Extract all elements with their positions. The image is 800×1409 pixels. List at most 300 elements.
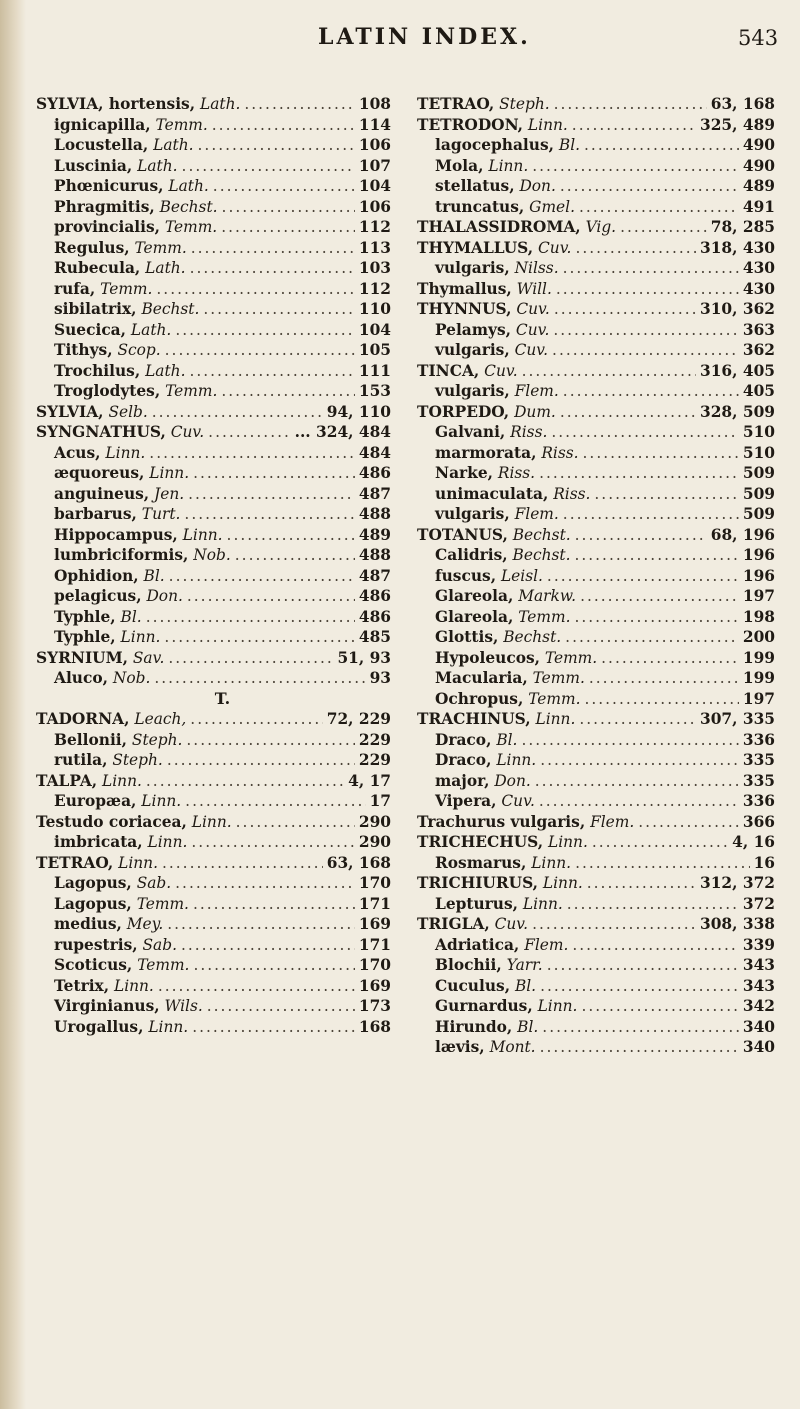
entry-name: Blochii, bbox=[435, 956, 502, 974]
entry-page-numbers: 362 bbox=[742, 341, 775, 359]
leader-dots bbox=[554, 299, 696, 320]
entry-name: unimaculata, bbox=[435, 484, 549, 503]
entry-authority: Cuv. bbox=[165, 423, 205, 441]
leader-dots bbox=[563, 381, 739, 402]
leader-dots bbox=[539, 791, 739, 812]
entry-name: anguineus, bbox=[54, 484, 150, 503]
entry-page-numbers: 199 bbox=[742, 648, 775, 667]
index-entry bbox=[417, 853, 775, 874]
entry-authority: Linn. bbox=[491, 751, 537, 769]
entry-authority: Linn. bbox=[532, 997, 578, 1015]
entry-authority: Nob. bbox=[107, 669, 151, 687]
entry-authority: Linn. bbox=[177, 525, 223, 544]
entry-page-numbers: 171 bbox=[358, 894, 391, 913]
entry-name: Draco, bbox=[435, 751, 492, 769]
leader-dots bbox=[521, 730, 738, 751]
index-entry bbox=[36, 709, 391, 730]
index-entry bbox=[36, 443, 391, 464]
index-entry bbox=[417, 484, 775, 505]
index-entry bbox=[36, 832, 391, 853]
leader-dots bbox=[190, 258, 355, 279]
entry-authority: Cuv. bbox=[511, 320, 550, 339]
entry-authority: Scop. bbox=[112, 341, 161, 359]
leader-dots bbox=[575, 525, 707, 546]
leader-dots bbox=[208, 422, 290, 443]
index-entry bbox=[36, 771, 391, 792]
entry-page-numbers: 509 bbox=[742, 464, 775, 482]
index-column-right bbox=[417, 94, 775, 1058]
index-entry bbox=[36, 361, 391, 382]
entry-name: Macularia, bbox=[435, 669, 528, 687]
entry-authority: Gmel. bbox=[524, 197, 575, 216]
entry-name: pelagicus, bbox=[54, 587, 142, 605]
entry-authority: Cuv. bbox=[511, 300, 550, 318]
entry-page-numbers: 490 bbox=[742, 156, 775, 175]
leader-dots bbox=[542, 1017, 739, 1038]
entry-name: Calidris, bbox=[435, 546, 508, 564]
entry-authority: Don. bbox=[514, 177, 556, 195]
page-title: LATIN INDEX. bbox=[318, 24, 531, 50]
entry-name: THYNNUS, bbox=[417, 300, 512, 318]
index-entry bbox=[417, 648, 775, 669]
entry-name: Hirundo, bbox=[435, 1017, 513, 1036]
index-entry bbox=[417, 812, 775, 833]
entry-name: rufa, bbox=[54, 279, 96, 298]
index-entry bbox=[417, 709, 775, 730]
index-entry bbox=[36, 94, 391, 115]
index-entry bbox=[417, 832, 775, 853]
index-entry bbox=[417, 94, 775, 115]
entry-name: vulgaris, bbox=[435, 505, 510, 523]
index-entry bbox=[36, 258, 391, 279]
entry-authority: Linn. bbox=[543, 833, 588, 851]
entry-name: SYRNIUM, bbox=[36, 648, 128, 667]
leader-dots bbox=[158, 976, 355, 997]
entry-authority: Steph. bbox=[494, 95, 550, 113]
entry-authority: Steph. bbox=[107, 751, 163, 769]
entry-authority: Bl. bbox=[510, 976, 537, 995]
leader-dots bbox=[244, 94, 354, 115]
entry-page-numbers: 104 bbox=[358, 320, 391, 339]
entry-authority: Riss. bbox=[536, 443, 579, 462]
entry-authority: Cuv. bbox=[479, 361, 518, 380]
entry-authority: Sab. bbox=[131, 874, 172, 892]
entry-page-numbers: 487 bbox=[358, 566, 391, 585]
leader-dots bbox=[587, 873, 696, 894]
entry-page-numbers: 153 bbox=[358, 382, 391, 400]
leader-dots bbox=[156, 279, 354, 300]
leader-dots bbox=[583, 443, 739, 464]
entry-authority: Lath. bbox=[126, 320, 172, 339]
leader-dots bbox=[222, 197, 355, 218]
leader-dots bbox=[540, 750, 739, 771]
index-entry bbox=[417, 443, 775, 464]
leader-dots bbox=[532, 156, 739, 177]
entry-authority: Don. bbox=[141, 587, 183, 605]
entry-authority: Cuv. bbox=[496, 792, 535, 810]
index-entry bbox=[417, 238, 775, 259]
index-entry bbox=[417, 156, 775, 177]
entry-authority: Wils. bbox=[159, 997, 203, 1015]
entry-authority: Linn. bbox=[142, 833, 188, 851]
entry-page-numbers: 200 bbox=[742, 628, 775, 646]
index-entry bbox=[36, 320, 391, 341]
entry-authority: Bl. bbox=[491, 730, 518, 749]
entry-page-numbers: 363 bbox=[742, 320, 775, 339]
entry-name: vulgaris, bbox=[435, 382, 510, 400]
entry-page-numbers: 307, 335 bbox=[700, 710, 775, 728]
entry-authority: Markw. bbox=[513, 587, 577, 605]
index-entry bbox=[417, 463, 775, 484]
entry-name: Rubecula, bbox=[54, 259, 141, 277]
leader-dots bbox=[580, 586, 739, 607]
leader-dots bbox=[556, 279, 739, 300]
entry-authority: Yarr. bbox=[501, 956, 543, 974]
entry-authority: Cuv. bbox=[489, 915, 529, 933]
index-entry bbox=[36, 750, 391, 771]
leader-dots bbox=[167, 750, 355, 771]
entry-authority: Leach, bbox=[129, 710, 187, 728]
entry-name: Lagopus, bbox=[54, 894, 132, 913]
entry-page-numbers: 68, 196 bbox=[710, 525, 775, 544]
entry-name: Gurnardus, bbox=[435, 997, 533, 1015]
entry-page-numbers: 51, 93 bbox=[337, 648, 391, 667]
entry-name: Suecica, bbox=[54, 320, 127, 339]
leader-dots bbox=[554, 94, 707, 115]
entry-page-numbers: 488 bbox=[358, 546, 391, 564]
index-entry bbox=[36, 566, 391, 587]
entry-authority: Bl. bbox=[512, 1017, 539, 1036]
leader-dots bbox=[594, 484, 738, 505]
index-entry bbox=[417, 1017, 775, 1038]
index-entry bbox=[417, 894, 775, 915]
entry-page-numbers: 16 bbox=[753, 853, 775, 872]
entry-page-numbers: 489 bbox=[742, 177, 775, 195]
entry-page-numbers: 105 bbox=[358, 341, 391, 359]
entry-authority: Linn. bbox=[109, 976, 154, 995]
leader-dots bbox=[154, 668, 365, 689]
entry-page-numbers: 510 bbox=[742, 423, 775, 441]
leader-dots bbox=[221, 217, 355, 238]
index-entry bbox=[36, 873, 391, 894]
entry-authority: Steph. bbox=[127, 730, 183, 749]
index-entry bbox=[36, 217, 391, 238]
index-entry bbox=[36, 463, 391, 484]
leader-dots bbox=[186, 730, 354, 751]
entry-authority: Cuv. bbox=[533, 238, 572, 257]
entry-name: Virginianus, bbox=[54, 997, 160, 1015]
entry-name: rupestris, bbox=[54, 935, 138, 954]
index-entry bbox=[417, 381, 775, 402]
index-entry bbox=[36, 545, 391, 566]
entry-authority: Temm. bbox=[527, 669, 585, 687]
index-column-left bbox=[36, 94, 391, 1037]
index-entry bbox=[36, 668, 391, 689]
entry-page-numbers: 4, 17 bbox=[348, 771, 391, 790]
index-entry bbox=[417, 115, 775, 136]
entry-name: Phragmitis, bbox=[54, 197, 155, 216]
entry-page-numbers: 336 bbox=[742, 730, 775, 749]
index-entry bbox=[36, 504, 391, 525]
leader-dots bbox=[191, 238, 355, 259]
entry-name: Europæa, bbox=[54, 792, 137, 810]
entry-authority: Will. bbox=[511, 279, 552, 298]
entry-name: TALPA, bbox=[36, 771, 98, 790]
entry-page-numbers: 336 bbox=[742, 792, 775, 810]
entry-name: lagocephalus, bbox=[435, 136, 554, 154]
entry-page-numbers: 372 bbox=[742, 894, 775, 913]
index-entry bbox=[36, 279, 391, 300]
leader-dots bbox=[175, 320, 355, 341]
index-entry bbox=[417, 176, 775, 197]
entry-authority: Temm. bbox=[513, 607, 571, 626]
entry-page-numbers: 93 bbox=[369, 669, 391, 687]
index-entry bbox=[36, 299, 391, 320]
entry-authority: Cuv. bbox=[509, 341, 549, 359]
entry-authority: Don. bbox=[489, 771, 531, 790]
index-entry bbox=[36, 914, 391, 935]
entry-page-numbers: 325, 489 bbox=[700, 115, 775, 134]
index-entry bbox=[417, 1037, 775, 1058]
entry-authority: Bl. bbox=[115, 607, 142, 626]
entry-page-numbers: 310, 362 bbox=[700, 300, 775, 318]
entry-authority: Linn. bbox=[526, 853, 572, 872]
entry-page-numbers: 316, 405 bbox=[700, 361, 775, 380]
leader-dots bbox=[152, 402, 323, 423]
entry-name: Ophidion, bbox=[54, 566, 139, 585]
entry-page-numbers: 108 bbox=[358, 95, 391, 113]
entry-name: THALASSIDROMA, bbox=[417, 218, 581, 236]
leader-dots bbox=[182, 156, 355, 177]
leader-dots bbox=[560, 176, 739, 197]
entry-page-numbers: 111 bbox=[358, 361, 391, 380]
entry-name: stellatus, bbox=[435, 177, 515, 195]
entry-name: Galvani, bbox=[435, 423, 506, 441]
entry-page-numbers: 110 bbox=[358, 300, 391, 318]
entry-authority: Lath. bbox=[148, 136, 194, 154]
index-entry bbox=[417, 402, 775, 423]
entry-authority: Lath. bbox=[140, 361, 186, 380]
entry-page-numbers: 339 bbox=[742, 935, 775, 954]
entry-page-numbers: 308, 338 bbox=[700, 915, 775, 933]
entry-name: Rosmarus, bbox=[435, 853, 527, 872]
entry-name: Phœnicurus, bbox=[54, 177, 164, 195]
entry-page-numbers: 106 bbox=[358, 136, 391, 154]
entry-name: truncatus, bbox=[435, 197, 525, 216]
entry-name: lævis, bbox=[435, 1038, 485, 1056]
entry-name: SYLVIA, hortensis, bbox=[36, 95, 196, 113]
entry-name: TINCA, bbox=[417, 361, 480, 380]
leader-dots bbox=[539, 463, 739, 484]
entry-name: Thymallus, bbox=[417, 279, 512, 298]
index-entry bbox=[36, 935, 391, 956]
entry-page-numbers: 197 bbox=[742, 689, 775, 708]
leader-dots bbox=[584, 135, 739, 156]
entry-authority: Linn. bbox=[483, 156, 529, 175]
section-letter: T. bbox=[214, 688, 231, 708]
index-entry bbox=[417, 320, 775, 341]
entry-name: Typhle, bbox=[54, 607, 116, 626]
entry-name: SYNGNATHUS, bbox=[36, 423, 166, 441]
entry-authority: Temm. bbox=[132, 956, 190, 974]
entry-authority: Selb. bbox=[103, 402, 148, 421]
leader-dots bbox=[535, 771, 739, 792]
leader-dots bbox=[198, 135, 355, 156]
entry-name: Tithys, bbox=[54, 341, 113, 359]
leader-dots bbox=[567, 894, 739, 915]
entry-page-numbers: 78, 285 bbox=[710, 218, 775, 236]
leader-dots bbox=[592, 832, 728, 853]
entry-authority: Temm. bbox=[160, 382, 218, 400]
entry-authority: Temm. bbox=[131, 894, 189, 913]
page-number: 543 bbox=[738, 26, 779, 50]
entry-page-numbers: 196 bbox=[742, 566, 775, 585]
entry-authority: Linn. bbox=[538, 874, 583, 892]
leader-dots bbox=[184, 504, 354, 525]
entry-authority: Linn. bbox=[136, 792, 182, 810]
leader-dots bbox=[532, 914, 696, 935]
leader-dots bbox=[187, 586, 355, 607]
entry-page-numbers: 490 bbox=[742, 136, 775, 154]
index-entry bbox=[36, 484, 391, 505]
entry-authority: Linn. bbox=[144, 464, 190, 482]
leader-dots bbox=[190, 709, 322, 730]
entry-name: Glareola, bbox=[435, 607, 514, 626]
entry-authority: Linn. bbox=[518, 894, 563, 913]
index-entry bbox=[36, 176, 391, 197]
leader-dots bbox=[236, 812, 355, 833]
index-entry bbox=[417, 258, 775, 279]
entry-name: fuscus, bbox=[435, 566, 497, 585]
entry-name: Pelamys, bbox=[435, 320, 512, 339]
entry-page-numbers: 340 bbox=[742, 1017, 775, 1036]
entry-name: Locustella, bbox=[54, 136, 149, 154]
entry-authority: Bechst. bbox=[498, 628, 562, 646]
leader-dots bbox=[185, 791, 365, 812]
entry-authority: Turt. bbox=[136, 505, 181, 523]
entry-authority: Leisl. bbox=[496, 566, 543, 585]
entry-page-numbers: 229 bbox=[358, 751, 391, 769]
entry-authority: Flem. bbox=[585, 812, 635, 831]
entry-name: Lepturus, bbox=[435, 894, 518, 913]
index-entry bbox=[36, 812, 391, 833]
entry-name: TETRODON, bbox=[417, 115, 524, 134]
entry-authority: Temm. bbox=[160, 218, 218, 236]
entry-page-numbers: 197 bbox=[742, 587, 775, 605]
entry-name: Narke, bbox=[435, 464, 493, 482]
leader-dots bbox=[553, 320, 738, 341]
index-entry bbox=[417, 750, 775, 771]
leader-dots bbox=[572, 935, 738, 956]
entry-page-numbers: 170 bbox=[358, 956, 391, 974]
entry-page-numbers: 510 bbox=[742, 443, 775, 462]
leader-dots bbox=[565, 627, 739, 648]
leader-dots bbox=[162, 853, 323, 874]
entry-authority: Sab. bbox=[137, 935, 177, 954]
leader-dots bbox=[552, 340, 739, 361]
leader-dots bbox=[207, 996, 355, 1017]
entry-page-numbers: 335 bbox=[742, 771, 775, 790]
index-entry bbox=[417, 791, 775, 812]
entry-authority: Lath. bbox=[132, 156, 178, 175]
entry-name: Troglodytes, bbox=[54, 382, 161, 400]
entry-page-numbers: 173 bbox=[358, 997, 391, 1015]
page-header bbox=[0, 20, 800, 56]
entry-page-numbers: 484 bbox=[358, 443, 391, 462]
entry-name: medius, bbox=[54, 915, 122, 933]
entry-authority: Bl. bbox=[138, 566, 165, 585]
entry-authority: Flem. bbox=[509, 382, 559, 400]
entry-page-numbers: 290 bbox=[358, 812, 391, 831]
entry-page-numbers: 168 bbox=[358, 1017, 391, 1036]
entry-name: Typhle, bbox=[54, 628, 116, 646]
entry-authority: Linn. bbox=[100, 443, 146, 462]
index-entry bbox=[417, 340, 775, 361]
index-entry bbox=[417, 730, 775, 751]
page-binding-edge bbox=[0, 0, 26, 1409]
leader-dots bbox=[203, 299, 354, 320]
entry-name: major, bbox=[435, 771, 490, 790]
entry-name: TORPEDO, bbox=[417, 402, 510, 421]
leader-dots bbox=[547, 566, 739, 587]
leader-dots bbox=[563, 258, 739, 279]
entry-authority: Nilss. bbox=[509, 259, 559, 277]
entry-authority: Riss. bbox=[505, 423, 548, 441]
entry-name: SYLVIA, bbox=[36, 402, 104, 421]
leader-dots bbox=[189, 361, 354, 382]
entry-authority: Lath. bbox=[163, 177, 209, 195]
entry-name: Bellonii, bbox=[54, 730, 128, 749]
entry-authority: Sav. bbox=[127, 648, 165, 667]
entry-page-numbers: 491 bbox=[742, 197, 775, 216]
index-entry bbox=[417, 873, 775, 894]
entry-name: provincialis, bbox=[54, 218, 161, 236]
entry-name: ignicapilla, bbox=[54, 115, 151, 134]
leader-dots bbox=[167, 914, 355, 935]
entry-page-numbers: 94, 110 bbox=[326, 402, 391, 421]
entry-name: TRIGLA, bbox=[417, 915, 490, 933]
entry-page-numbers: 340 bbox=[742, 1038, 775, 1056]
entry-authority: Linn. bbox=[143, 1017, 189, 1036]
entry-name: Urogallus, bbox=[54, 1017, 144, 1036]
entry-page-numbers: 170 bbox=[358, 874, 391, 892]
entry-name: Hippocampus, bbox=[54, 525, 178, 544]
entry-page-numbers: 103 bbox=[358, 259, 391, 277]
index-entry bbox=[417, 197, 775, 218]
leader-dots bbox=[193, 894, 355, 915]
entry-page-numbers: 342 bbox=[742, 997, 775, 1015]
entry-name: marmorata, bbox=[435, 443, 537, 462]
entry-name: vulgaris, bbox=[435, 259, 510, 277]
entry-name: Scoticus, bbox=[54, 956, 133, 974]
entry-page-numbers: 196 bbox=[742, 546, 775, 564]
entry-name: Trachurus vulgaris, bbox=[417, 812, 586, 831]
entry-page-numbers: 199 bbox=[742, 669, 775, 687]
entry-name: TOTANUS, bbox=[417, 525, 508, 544]
entry-page-numbers: 72, 229 bbox=[326, 710, 391, 728]
index-entry bbox=[36, 853, 391, 874]
index-entry bbox=[36, 791, 391, 812]
index-entry bbox=[417, 525, 775, 546]
entry-authority: Temm. bbox=[150, 115, 208, 134]
entry-page-numbers: 335 bbox=[742, 751, 775, 769]
entry-page-numbers: 328, 509 bbox=[700, 402, 775, 421]
entry-page-numbers: 169 bbox=[358, 976, 391, 995]
entry-page-numbers: 4, 16 bbox=[732, 833, 775, 851]
leader-dots bbox=[589, 668, 739, 689]
entry-name: Glottis, bbox=[435, 628, 499, 646]
index-entry bbox=[36, 402, 391, 423]
